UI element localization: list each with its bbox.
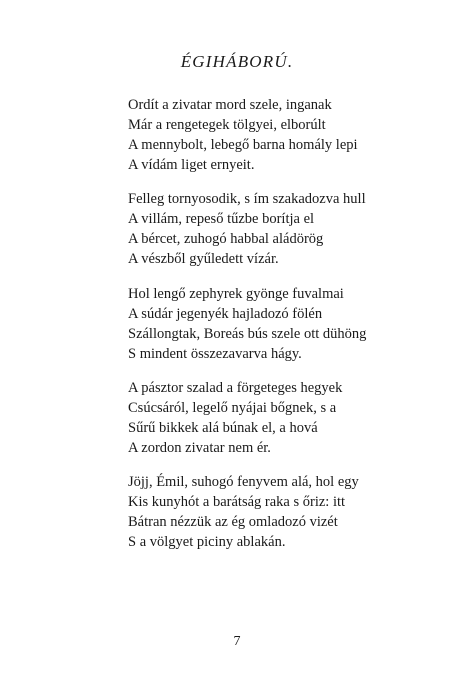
verse-line: S a völgyet piciny ablakán. [128, 534, 286, 550]
verse-line: A vídám liget ernyeit. [128, 157, 255, 173]
stanza-3 [128, 284, 448, 364]
verse-line: Ordít a zivatar mord szele, inganak [128, 97, 332, 113]
poem-title: ÉGIHÁBORÚ. [180, 52, 294, 71]
verse-line: Felleg tornyosodik, s ím szakadozva hull [128, 191, 366, 207]
page-number: 7 [233, 634, 241, 649]
verse-line: Szállongtak, Boreás bús szele ott dühöng [128, 326, 367, 342]
verse-line: A súdár jegenyék hajladozó fölén [128, 306, 323, 322]
verse-line: A pásztor szalad a förgeteges hegyek [128, 380, 343, 396]
verse-line: A vészből gyűledett vízár. [128, 251, 279, 267]
verse-line: Bátran nézzük az ég omladozó vizét [128, 514, 338, 530]
stanza-2 [128, 189, 448, 269]
stanza-5 [128, 472, 448, 552]
verse-line: A villám, repeső tűzbe borítja el [128, 211, 315, 227]
verse-line: Kis kunyhót a barátság raka s őriz: itt [128, 494, 346, 510]
stanza-1 [128, 95, 448, 175]
verse-line: Jöjj, Émil, suhogó fenyvem alá, hol egy [128, 474, 359, 490]
verse-line: Csúcsáról, legelő nyájai bőgnek, s a [128, 400, 337, 416]
stanza-4 [128, 378, 448, 458]
verse-line: A mennybolt, lebegő barna homály lepi [128, 137, 358, 153]
verse-line: S mindent összezavarva hágy. [128, 346, 302, 362]
verse-line: A bércet, zuhogó habbal aládörög [128, 231, 324, 247]
verse-line: Már a rengetegek tölgyei, elborúlt [128, 117, 326, 133]
verse-line: Sűrű bikkek alá búnak el, a hová [128, 420, 318, 436]
verse-line: A zordon zivatar nem ér. [128, 440, 271, 456]
verse-line: Hol lengő zephyrek gyönge fuvalmai [128, 286, 344, 302]
